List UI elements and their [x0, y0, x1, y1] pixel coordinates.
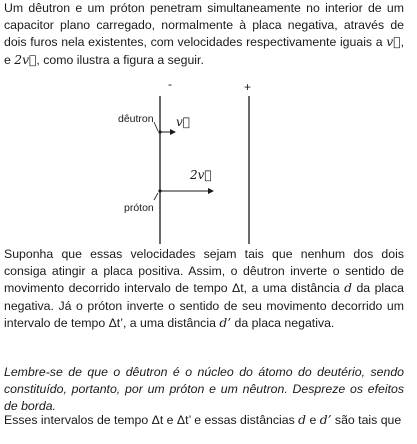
body-paragraph-1 — [4, 246, 404, 332]
proton-arrow-head — [208, 188, 214, 194]
deuteron-velocity-label: v⃗ — [176, 115, 190, 129]
proton-pointer-line — [154, 193, 158, 200]
body-p2-text-a: Suponha que essas velocidades sejam tais que nenhum dos dois consiga atingir a placa positiva. Assim, o dêutron inverte o sentido de movimento decorrido intervalo de tempo Δt, a uma distância — [4, 247, 404, 296]
intro-text-after: , como ilustra a figura a seguir. — [36, 52, 204, 67]
distance-d-prime: d’ — [219, 315, 232, 330]
distance-d-2: d — [298, 413, 307, 427]
body-p4-text-b: são tais que — [331, 413, 402, 427]
body-p2-text-c: da placa negativa. — [231, 315, 335, 330]
question-paragraph — [4, 412, 404, 429]
body-p2-text-b: da placa negativa. Já o próton inverte o sentido de seu movimento decorrido um intervalo de tempo Δt’, a uma distância — [4, 281, 404, 330]
reminder-paragraph: Lembre-se de que o dêutron é o núcleo do átomo do deutério, sendo constituído, portanto, por um próton e um nêutron. Despreze os efeitos de borda. — [4, 365, 404, 414]
deuteron-label: dêutron — [118, 113, 154, 125]
intro-text-mid: , e — [4, 35, 404, 67]
deuteron-pointer-line — [154, 122, 158, 131]
positive-sign: + — [244, 80, 252, 94]
velocity-v-symbol: v⃗ — [386, 35, 401, 50]
negative-sign: - — [168, 78, 172, 91]
distance-d: d — [344, 281, 353, 296]
capacitor-figure — [110, 78, 270, 244]
body-p4-text-a: Esses intervalos de tempo Δt e Δt’ e essas distâncias — [4, 413, 299, 427]
proton-label: próton — [124, 202, 154, 214]
intro-paragraph — [4, 0, 404, 69]
proton-velocity-label: 2v⃗ — [190, 168, 212, 182]
deuteron-arrow-head — [170, 129, 176, 135]
body-p4-text-mid: e — [306, 413, 320, 427]
velocity-2v-symbol: 2v⃗ — [14, 52, 37, 67]
distance-d-prime-2: d’ — [319, 413, 332, 427]
intro-text-before: Um dêutron e um próton penetram simultaneamente no interior de um capacitor plano carregado, normalmente à placa negativa, através de dois furos nela existentes, com velocidades respectivamente iguais a — [4, 1, 404, 50]
